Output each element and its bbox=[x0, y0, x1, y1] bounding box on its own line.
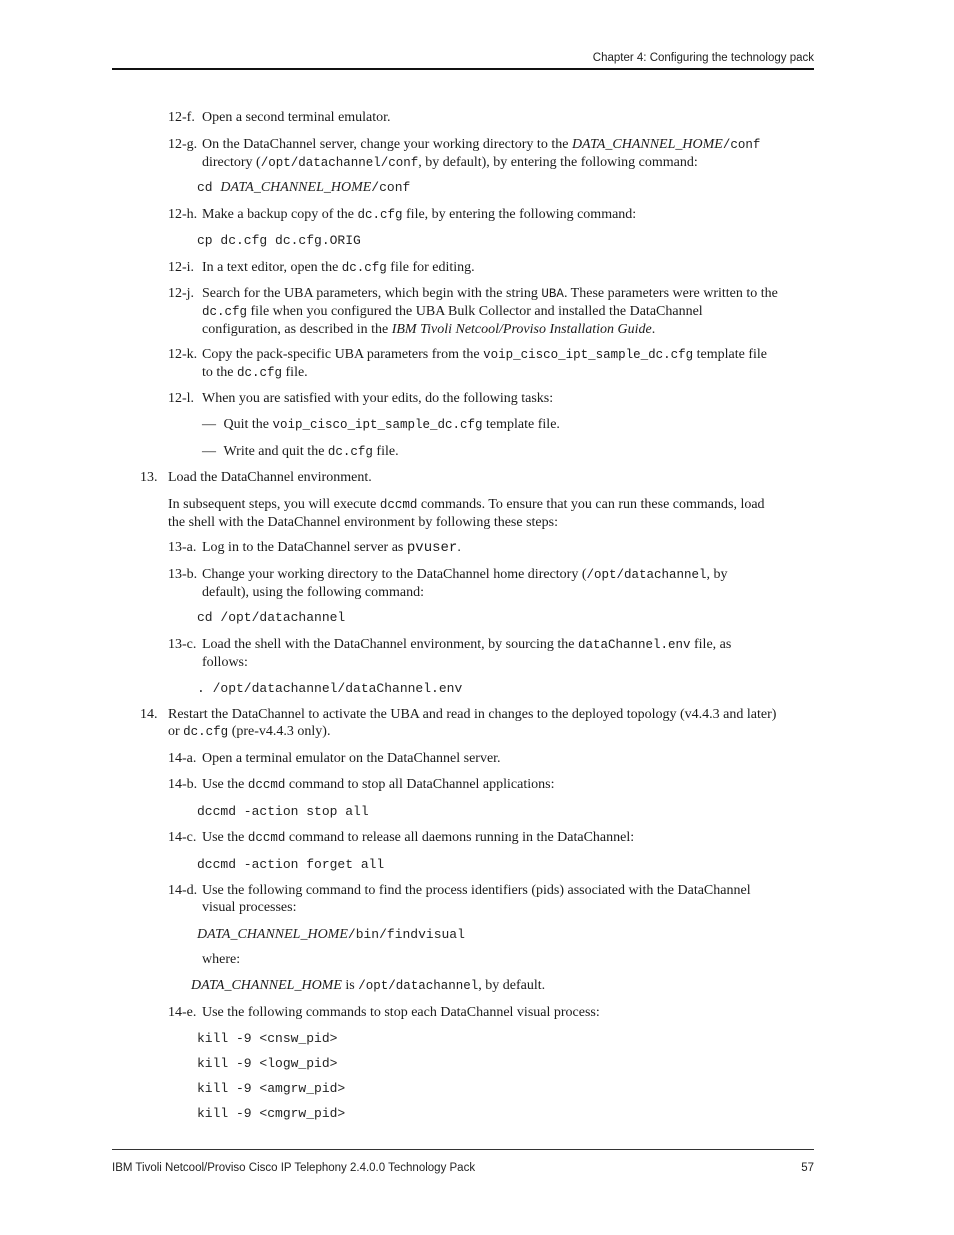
step-label: 13-b. bbox=[168, 567, 198, 582]
step-text: Change your working directory to the DataChannel home directory ( bbox=[202, 567, 587, 582]
step-14 bbox=[140, 706, 814, 741]
step-text: Load the shell with the DataChannel environment, by sourcing the bbox=[202, 637, 578, 652]
step-label: 12-f. bbox=[168, 110, 195, 125]
step-label: 14-d. bbox=[168, 883, 198, 898]
step-text: , by default. bbox=[478, 978, 546, 993]
step-text: Copy the pack-specific UBA parameters from the bbox=[202, 347, 484, 362]
step-text: to the bbox=[202, 365, 237, 380]
step-14a bbox=[168, 750, 788, 767]
code-inline: voip_cisco_ipt_sample_dc.cfg bbox=[272, 418, 483, 432]
step-13 bbox=[140, 469, 760, 486]
step-text: Use the following command to find the process identifiers (pids) associated with the DataChannel bbox=[202, 883, 751, 898]
step-text: On the DataChannel server, change your working directory to the bbox=[202, 137, 572, 152]
step-text: , by default), by entering the following command: bbox=[418, 155, 698, 170]
step-text: Search for the UBA parameters, which begin with the string bbox=[202, 286, 542, 301]
step-label: 13. bbox=[140, 470, 158, 485]
step-label: 12-j. bbox=[168, 286, 195, 301]
running-footer bbox=[112, 1162, 814, 1174]
step-text: Use the bbox=[202, 830, 248, 845]
step-text: Make a backup copy of the bbox=[202, 207, 358, 222]
step-text: Restart the DataChannel to activate the UBA and read in changes to the deployed topology (v4.4.3 and later) bbox=[168, 707, 777, 722]
step-label: 14. bbox=[140, 707, 158, 722]
command-block: dccmd -action stop all bbox=[197, 804, 369, 819]
code-inline: /opt/datachannel/conf bbox=[260, 156, 419, 170]
step-13-paragraph bbox=[168, 496, 814, 531]
step-text: file for editing. bbox=[386, 260, 475, 275]
footer-title: IBM Tivoli Netcool/Proviso Cisco IP Telephony 2.4.0.0 Technology Pack bbox=[112, 1162, 476, 1174]
step-text: file. bbox=[372, 444, 399, 459]
code-text: /conf bbox=[371, 180, 411, 195]
step-text: Log in to the DataChannel server as bbox=[202, 540, 407, 555]
step-text: In subsequent steps, you will execute bbox=[168, 497, 380, 512]
dash-mark: — bbox=[202, 417, 216, 432]
dash-item-write bbox=[202, 443, 822, 461]
where-label: where: bbox=[202, 952, 241, 967]
code-inline: dc.cfg bbox=[327, 445, 373, 459]
command-block: kill -9 <logw_pid> bbox=[197, 1056, 338, 1071]
step-label: 12-l. bbox=[168, 391, 195, 406]
step-12k bbox=[168, 346, 814, 382]
step-13b bbox=[168, 566, 814, 601]
step-12g bbox=[168, 136, 814, 172]
command-block: cd /opt/datachannel bbox=[197, 610, 346, 625]
variable: DATA_CHANNEL_HOME bbox=[571, 137, 723, 152]
code-inline: dc.cfg bbox=[341, 261, 387, 275]
step-text: template file bbox=[693, 347, 767, 362]
step-text: Write and quit the bbox=[223, 444, 328, 459]
step-12i bbox=[168, 259, 788, 277]
step-text: directory ( bbox=[202, 155, 261, 170]
step-text: template file. bbox=[482, 417, 560, 432]
command-block: dccmd -action forget all bbox=[197, 857, 385, 872]
step-text: file when you configured the UBA Bulk Collector and installed the DataChannel bbox=[247, 304, 703, 319]
variable: DATA_CHANNEL_HOME bbox=[197, 927, 348, 942]
step-text: Open a second terminal emulator. bbox=[202, 110, 391, 125]
step-text: the shell with the DataChannel environment by following these steps: bbox=[168, 515, 558, 530]
variable: DATA_CHANNEL_HOME bbox=[220, 180, 372, 195]
code-inline: /opt/datachannel bbox=[586, 568, 707, 582]
code-inline: voip_cisco_ipt_sample_dc.cfg bbox=[483, 348, 694, 362]
page-number: 57 bbox=[801, 1162, 814, 1174]
step-label: 14-e. bbox=[168, 1005, 197, 1020]
step-text: , by bbox=[706, 567, 728, 582]
step-text: file, by entering the following command: bbox=[402, 207, 637, 222]
command-block bbox=[197, 926, 465, 943]
step-12h bbox=[168, 206, 788, 224]
step-text: file. bbox=[282, 365, 308, 380]
step-text: command to release all daemons running in the DataChannel: bbox=[285, 830, 635, 845]
code-inline: dccmd bbox=[379, 498, 418, 512]
step-14c bbox=[168, 829, 788, 847]
code-inline: /opt/datachannel bbox=[358, 979, 479, 993]
step-text: When you are satisfied with your edits, do the following tasks: bbox=[202, 391, 554, 406]
step-text: (pre-v4.4.3 only). bbox=[228, 724, 331, 739]
footer-rule bbox=[112, 1149, 814, 1150]
step-label: 12-g. bbox=[168, 137, 198, 152]
code-inline: dc.cfg bbox=[237, 366, 283, 380]
step-text: command to stop all DataChannel applications: bbox=[285, 777, 555, 792]
step-text: Use the bbox=[202, 777, 248, 792]
code-inline: dataChannel.env bbox=[577, 638, 691, 652]
command-block: kill -9 <cmgrw_pid> bbox=[197, 1106, 346, 1121]
code-inline: /conf bbox=[722, 138, 761, 152]
code-inline: dc.cfg bbox=[357, 208, 403, 222]
step-14d bbox=[168, 882, 814, 916]
where-definition bbox=[191, 977, 811, 995]
step-text: Quit the bbox=[223, 417, 273, 432]
step-label: 14-b. bbox=[168, 777, 198, 792]
step-14e bbox=[168, 1004, 788, 1021]
step-text: configuration, as described in the bbox=[202, 322, 392, 337]
variable: DATA_CHANNEL_HOME bbox=[191, 978, 342, 993]
step-label: 13-a. bbox=[168, 540, 197, 555]
code-inline: pvuser bbox=[406, 540, 458, 556]
header-rule bbox=[112, 68, 814, 70]
code-text: cd bbox=[197, 180, 221, 195]
step-13a bbox=[168, 539, 788, 557]
step-label: 12-k. bbox=[168, 347, 198, 362]
command-block: kill -9 <amgrw_pid> bbox=[197, 1081, 346, 1096]
step-text: default), using the following command: bbox=[202, 585, 425, 600]
step-label: 14-a. bbox=[168, 751, 197, 766]
step-text: follows: bbox=[202, 655, 248, 670]
command-block: cp dc.cfg dc.cfg.ORIG bbox=[197, 233, 361, 248]
step-text: Load the DataChannel environment. bbox=[168, 470, 372, 485]
step-text: In a text editor, open the bbox=[202, 260, 342, 275]
step-14b bbox=[168, 776, 788, 794]
step-text: visual processes: bbox=[202, 900, 297, 915]
guide-title: IBM Tivoli Netcool/Proviso Installation Guide bbox=[391, 322, 652, 337]
step-label: 14-c. bbox=[168, 830, 197, 845]
code-inline: dccmd bbox=[247, 831, 286, 845]
running-header: Chapter 4: Configuring the technology pack bbox=[592, 52, 814, 64]
command-block: kill -9 <cnsw_pid> bbox=[197, 1031, 338, 1046]
step-text: is bbox=[341, 978, 359, 993]
command-block: . /opt/datachannel/dataChannel.env bbox=[197, 681, 463, 696]
code-inline: dc.cfg bbox=[202, 305, 248, 319]
step-label: 13-c. bbox=[168, 637, 197, 652]
step-13c bbox=[168, 636, 814, 671]
command-block bbox=[197, 179, 410, 196]
step-label: 12-i. bbox=[168, 260, 195, 275]
step-text: Use the following commands to stop each DataChannel visual process: bbox=[202, 1005, 600, 1020]
dash-item-quit bbox=[202, 416, 822, 434]
step-text: . bbox=[457, 540, 461, 555]
code-text: /bin/findvisual bbox=[347, 927, 465, 942]
step-text: commands. To ensure that you can run these commands, load bbox=[417, 497, 765, 512]
step-text: Open a terminal emulator on the DataChannel server. bbox=[202, 751, 501, 766]
step-text: file, as bbox=[690, 637, 732, 652]
code-inline: UBA bbox=[541, 287, 564, 301]
code-inline: dc.cfg bbox=[183, 725, 229, 739]
step-text: . bbox=[651, 322, 656, 337]
step-label: 12-h. bbox=[168, 207, 198, 222]
step-text: . These parameters were written to the bbox=[563, 286, 778, 301]
step-12f bbox=[168, 109, 788, 126]
step-text: or bbox=[168, 724, 184, 739]
step-12j bbox=[168, 285, 814, 338]
dash-mark: — bbox=[202, 444, 216, 459]
code-inline: dccmd bbox=[247, 778, 286, 792]
step-12l bbox=[168, 390, 788, 407]
